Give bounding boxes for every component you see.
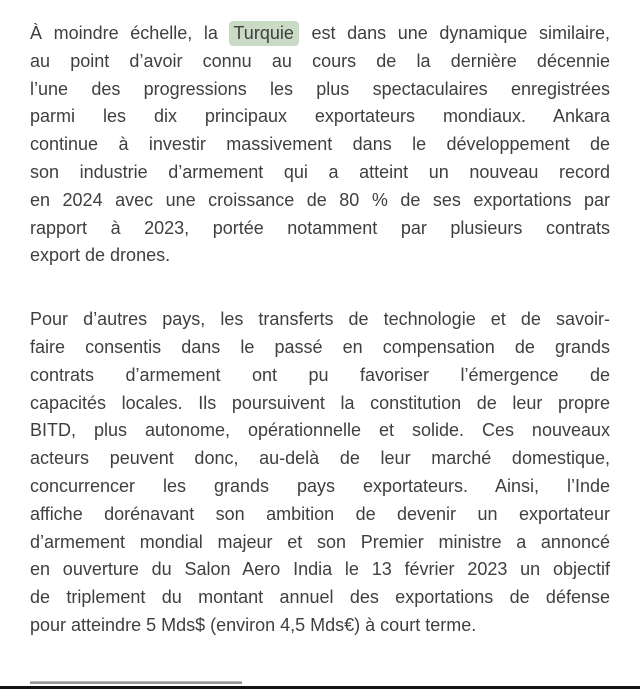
text-line: contrats d’armement ont pu favoriser l’émergence de (30, 364, 610, 385)
text-line: pour atteindre 5 Mds$ (environ 4,5 Mds€) à court terme. (30, 614, 477, 635)
paragraph-1 (30, 20, 610, 270)
text-content (30, 20, 610, 640)
text-segment: est dans une dynamique similaire, (299, 23, 610, 43)
text-line: en ouverture du Salon Aero India le 13 février 2023 un objectif (30, 559, 610, 580)
highlighted-term: Turquie (229, 21, 298, 46)
text-line: son industrie d’armement qui a atteint un nouveau record (30, 161, 610, 182)
text-line: au point d’avoir connu au cours de la dernière décennie (30, 50, 610, 71)
text-line: d’armement mondial majeur et son Premier ministre a annoncé (30, 531, 610, 552)
text-line: acteurs peuvent donc, au-delà de leur marché domestique, (30, 448, 610, 469)
text-line: concurrencer les grands pays exportateurs. Ainsi, l’Inde (30, 475, 610, 496)
text-line: de triplement du montant annuel des exportations de défense (30, 587, 610, 608)
text-line: capacités locales. Ils poursuivent la constitution de leur propre (30, 392, 610, 413)
paragraph-2 (30, 306, 610, 640)
text-line: rapport à 2023, portée notamment par plusieurs contrats (30, 217, 610, 238)
text-segment: À moindre échelle, la (30, 23, 230, 43)
text-line: faire consentis dans le passé en compensation de grands (30, 336, 610, 357)
text-line: Pour d’autres pays, les transferts de technologie et de savoir- (30, 309, 610, 330)
footnote-separator (30, 681, 242, 684)
text-line: l’une des progressions les plus spectaculaires enregistrées (30, 78, 610, 99)
text-line: affiche dorénavant son ambition de devenir un exportateur (30, 503, 610, 524)
text-line: continue à investir massivement dans le développement de (30, 134, 610, 155)
text-line: parmi les dix principaux exportateurs mondiaux. Ankara (30, 106, 610, 127)
text-line: BITD, plus autonome, opérationnelle et solide. Ces nouveaux (30, 420, 610, 441)
text-line: en 2024 avec une croissance de 80 % de ses exportations par (30, 189, 610, 210)
text-line: export de drones. (30, 245, 171, 266)
text-line (30, 20, 610, 48)
